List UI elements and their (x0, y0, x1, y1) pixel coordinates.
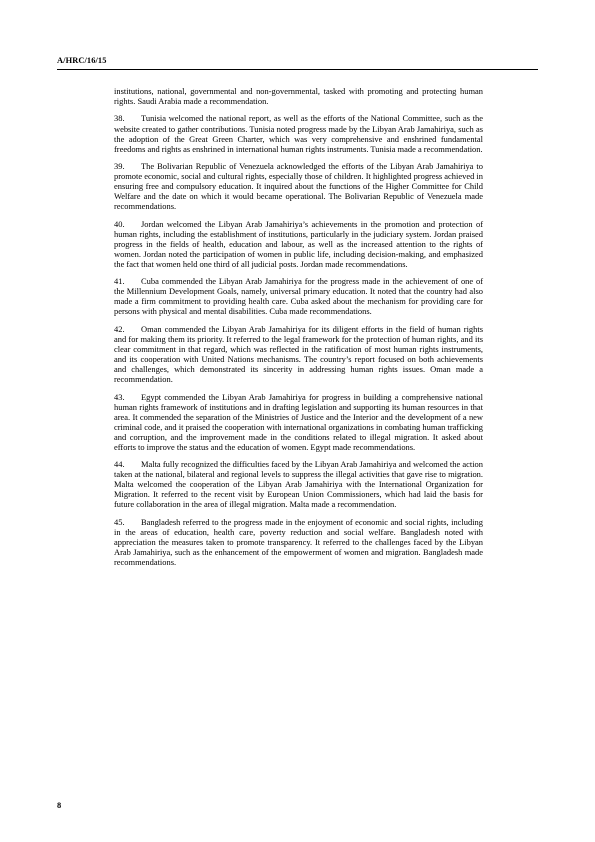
paragraph-text: Bangladesh referred to the progress made in the enjoyment of economic and social rights, including in the areas of education, health care, poverty reduction and social welfare. Bangladesh noted with appreciation the measures taken to promote transparency. It referred to the challenges faced by the Libyan Arab Jamahiriya, such as the enhancement of the empowerment of women and migration. Bangladesh made recommendations. (114, 516, 483, 568)
paragraph-text: The Bolivarian Republic of Venezuela acknowledged the efforts of the Libyan Arab Jamahiriya to promote economic, social and cultural rights, especially those of children. It highlighted progress achieved in ensuring free and compulsory education. It inquired about the functions of the Higher Committee for Child Welfare and the date on which it would became operational. The Bolivarian Republic of Venezuela made recommendations. (114, 161, 483, 212)
paragraph-text: Malta fully recognized the difficulties faced by the Libyan Arab Jamahiriya and welcomed the action taken at the national, bilateral and regional levels to suppress the illegal activities that gave rise to migration. Malta welcomed the cooperation of the Libyan Arab Jamahiriya with the International Organization for Migration. It referred to the recent visit by European Union Commissioners, which had laid the basis for future collaboration in the area of illegal migration. Malta made a recommendation. (114, 459, 483, 510)
document-body (114, 86, 483, 574)
paragraph-38 (114, 113, 483, 153)
paragraph-39 (114, 161, 483, 211)
paragraph-text: Jordan welcomed the Libyan Arab Jamahiriya’s achievements in the promotion and protection of human rights, including the establishment of institutions, particularly in the judiciary system. Jordan praised progress in the fields of health, education and labour, as well as the increased attention to the rights of women. Jordan noted the participation of women in public life, including decision-making, and emphasized the fact that women held one third of all judicial posts. Jordan made recommendations. (114, 218, 483, 269)
paragraph-number: 44. (114, 459, 125, 470)
paragraph-number: 43. (114, 391, 125, 402)
paragraph-43 (114, 392, 483, 452)
paragraph-41 (114, 276, 483, 316)
paragraph-text: Cuba commended the Libyan Arab Jamahiriya for the progress made in the achievement of one of the Millennium Development Goals, namely, universal primary education. It noted that the country had also made a firm commitment to providing health care. Cuba asked about the mechanism for providing care for persons with physical and mental disabilities. Cuba made recommendations. (114, 276, 483, 317)
page-number: 8 (57, 801, 62, 810)
paragraph-number: 38. (114, 113, 125, 124)
paragraph-number: 39. (114, 161, 125, 172)
header-rule (57, 69, 538, 70)
paragraph-text: Egypt commended the Libyan Arab Jamahiriya for progress in building a comprehensive national human rights framework of institutions and in drafting legislation and supporting its human resources in that area. It commended the separation of the Ministries of Justice and the Interior and the development of a new criminal code, and it praised the cooperation with international organizations in combating human trafficking and corruption, and the improvement made in the conditions related to illegal migration. It asked about efforts to improve the status and the education of women. Egypt made recommendations. (114, 391, 483, 452)
paragraph-45 (114, 517, 483, 567)
paragraph-text: Tunisia welcomed the national report, as well as the efforts of the National Committee, such as the website created to gather contributions. Tunisia noted progress made by the Libyan Arab Jamahiriya, such as the adoption of the Great Green Charter, which was very comprehensive and enshrined fundamental freedoms and rights as enshrined in international human rights instruments. Tunisia made a recommendation. (114, 113, 483, 154)
paragraph-number: 41. (114, 276, 125, 287)
paragraph-number: 40. (114, 218, 125, 229)
paragraph-text: Oman commended the Libyan Arab Jamahiriya for its diligent efforts in the field of human rights and for making them its priority. It referred to the legal framework for the protection of human rights, and its clear commitment in that regard, which was reflected in the ratification of most human rights instruments, and its cooperation with United Nations mechanisms. The country’s report focused on both achievements and challenges, which demonstrated its sincerity in addressing human rights issues. Oman made a recommendation. (114, 323, 483, 385)
paragraph-number: 42. (114, 323, 125, 334)
paragraph-44 (114, 459, 483, 509)
paragraph-number: 45. (114, 516, 125, 527)
paragraph-40 (114, 219, 483, 269)
continuation-paragraph: institutions, national, governmental and non-governmental, tasked with promoting and protecting human rights. Saudi Arabia made a recommendation. (114, 86, 483, 107)
document-symbol: A/HRC/16/15 (57, 56, 107, 65)
paragraph-42 (114, 324, 483, 384)
